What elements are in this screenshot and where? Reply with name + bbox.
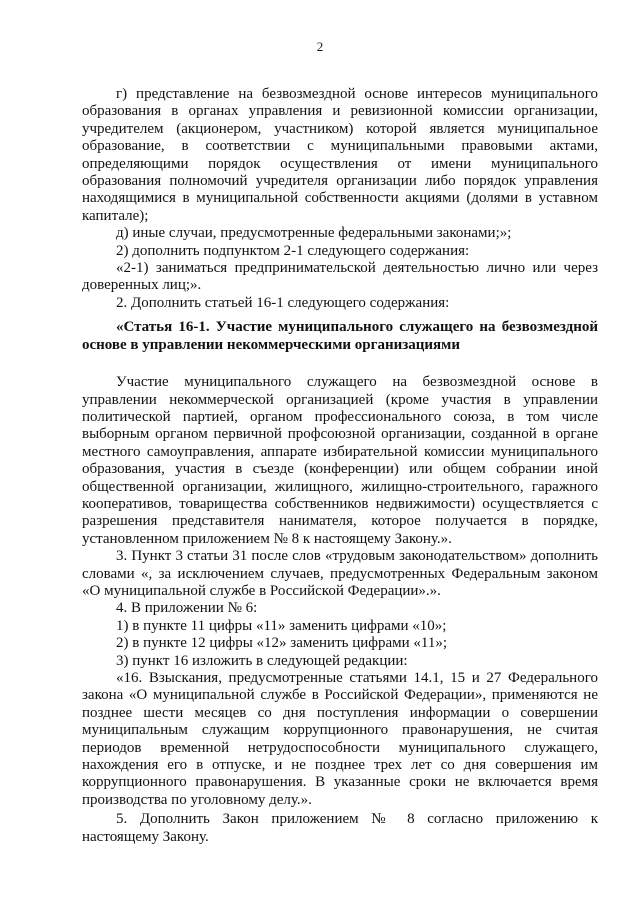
article-16-1-title: «Статья 16-1. Участие муниципального служащего на безвозмездной основе в управлении некоммерческими организациями	[82, 319, 598, 353]
paragraph-item-3: 3. Пункт 3 статьи 31 после слов «трудовым законодательством» дополнить словами «, за исключением случаев, предусмотренных Федеральным законом «О муниципальной службе в Российской Федерации».».	[82, 548, 598, 599]
paragraph-4-2: 2) в пункте 12 цифры «12» заменить цифрами «11»;	[116, 635, 448, 652]
document-body	[82, 86, 598, 846]
paragraph-g: г) представление на безвозмездной основе интересов муниципального образования в органах управления и ревизионной комиссии организации, учредителем (акционером, участником) которой является муниципальное образование, в соответствии с муниципальными правовыми актами, определяющими порядок осуществления от имени муниципального образования полномочий учредителя организации либо порядок управления находящимися в муниципальной собственности акциями (долями в уставном капитале);	[82, 86, 598, 224]
paragraph-item-2: 2. Дополнить статьей 16-1 следующего содержания:	[116, 294, 450, 311]
paragraph-4-1: 1) в пункте 11 цифры «11» заменить цифрами «10»;	[116, 617, 447, 634]
paragraph-4-3: 3) пункт 16 изложить в следующей редакции:	[116, 652, 408, 669]
paragraph-16-text: «16. Взыскания, предусмотренные статьями 14.1, 15 и 27 Федерального закона «О муниципальной службе в Российской Федерации», применяются не позднее шести месяцев со дня поступления информации о совершении муниципальным служащим коррупционного правонарушения, не считая периодов временной нетрудоспособности муниципального служащего, нахождения его в отпуске, и не позднее трех лет со дня совершения им коррупционного правонарушения. В указанные сроки не включается время производства по уголовному делу.».	[82, 670, 598, 808]
paragraph-item-4: 4. В приложении № 6:	[116, 600, 258, 617]
paragraph-d: д) иные случаи, предусмотренные федеральными законами;»;	[116, 225, 512, 242]
article-16-1-body: Участие муниципального служащего на безвозмездной основе в управлении некоммерческой организацией (кроме участия в управлении политической партией, органом профессионального союза, в том числе выборным органом первичной профсоюзной организации, созданной в органе местного самоуправления, аппарате избирательной комиссии муниципального образования, участия в съезде (конференции) или общем собрании иной общественной организации, жилищного, жилищно-строительного, гаражного кооперативов, товарищества собственников недвижимости) осуществляется с разрешения представителя нанимателя, которое получается в порядке, установленном приложением № 8 к настоящему Закону.».	[82, 374, 598, 547]
paragraph-add-2-1: 2) дополнить подпунктом 2-1 следующего содержания:	[116, 242, 470, 259]
page-number: 2	[316, 39, 324, 54]
paragraph-2-1-text: «2-1) заниматься предпринимательской деятельностью лично или через доверенных лиц;».	[82, 260, 598, 294]
paragraph-item-5: 5. Дополнить Закон приложением № 8 согласно приложению к настоящему Закону.	[82, 811, 598, 845]
